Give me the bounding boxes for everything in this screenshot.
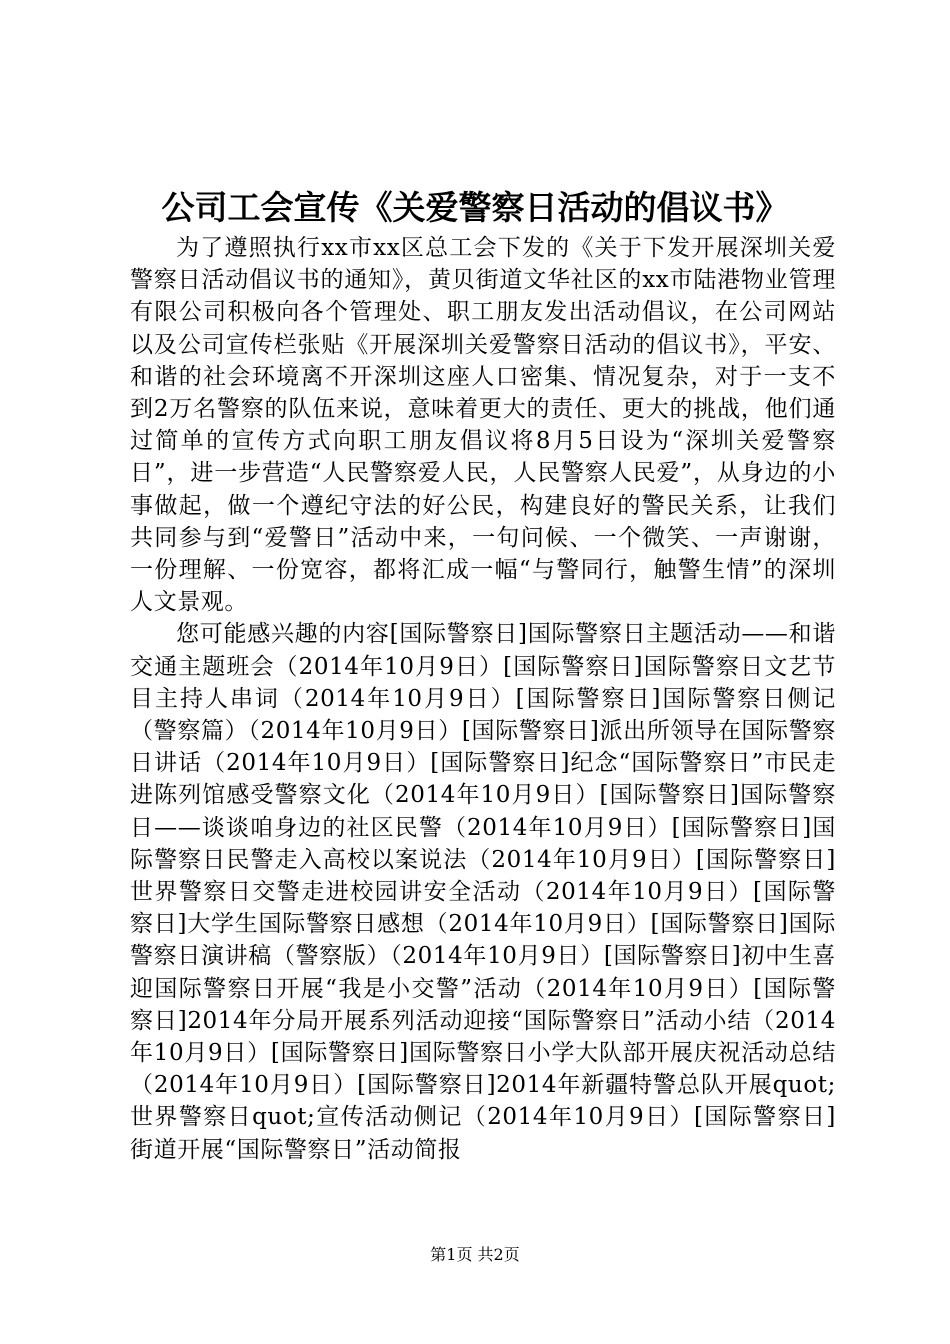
paragraph-related-content: 您可能感兴趣的内容[国际警察日]国际警察日主题活动——和谐交通主题班会（2014年10月9日）[国际警察日]国际警察日文艺节目主持人串词（2014年10月9日）[国际警察日]国际警察日侧记（警察篇）（2014年10月9日）[国际警察日]派出所领导在国际警察日讲话（2014年10月9日）[国际警察日]纪念“国际警察日”市民走进陈列馆感受警察文化（2014年10月9日）[国际警察日]国际警察日——谈谈咱身边的社区民警（2014年10月9日）[国际警察日]国际警察日民警走入高校以案说法（2014年10月9日）[国际警察日]世界警察日交警走进校园讲安全活动（2014年10月9日）[国际警察日]大学生国际警察日感想（2014年10月9日）[国际警察日]国际警察日演讲稿（警察版）（2014年10月9日）[国际警察日]初中生喜迎国际警察日开展“我是小交警”活动（2014年10月9日）[国际警察日]2014年分局开展系列活动迎接“国际警察日”活动小结（2014年10月9日）[国际警察日]国际警察日小学大队部开展庆祝活动总结（2014年10月9日）[国际警察日]2014年新疆特警总队开展quot;世界警察日quot;宣传活动侧记（2014年10月9日）[国际警察日]街道开展“国际警察日”活动简报 [130, 621, 836, 1163]
paragraph-initiative: 为了遵照执行xx市xx区总工会下发的《关于下发开展深圳关爱警察日活动倡议书的通知》，黄贝街道文华社区的xx市陆港物业管理有限公司积极向各个管理处、职工朋友发出活动倡议，在公司网站以及公司宣传栏张贴《开展深圳关爱警察日活动的倡议书》，平安、和谐的社会环境离不开深圳这座人口密集、情况复杂，对于一支不到2万名警察的队伍来说，意味着更大的责任、更大的挑战，他们通过简单的宣传方式向职工朋友倡议将8月5日设为“深圳关爱警察日”，进一步营造“人民警察爱人民，人民警察人民爱”，从身边的小事做起，做一个遵纪守法的好公民，构建良好的警民关系，让我们共同参与到“爱警日”活动中来，一句问候、一个微笑、一声谢谢，一份理解、一份宽容，都将汇成一幅“与警同行，触警生情”的深圳人文景观。 [130, 235, 836, 616]
document-body [130, 232, 836, 1166]
page-number-footer: 第1页 共2页 [430, 1245, 520, 1264]
document-title: 公司工会宣传《关爱警察日活动的倡议书》 [161, 188, 789, 227]
